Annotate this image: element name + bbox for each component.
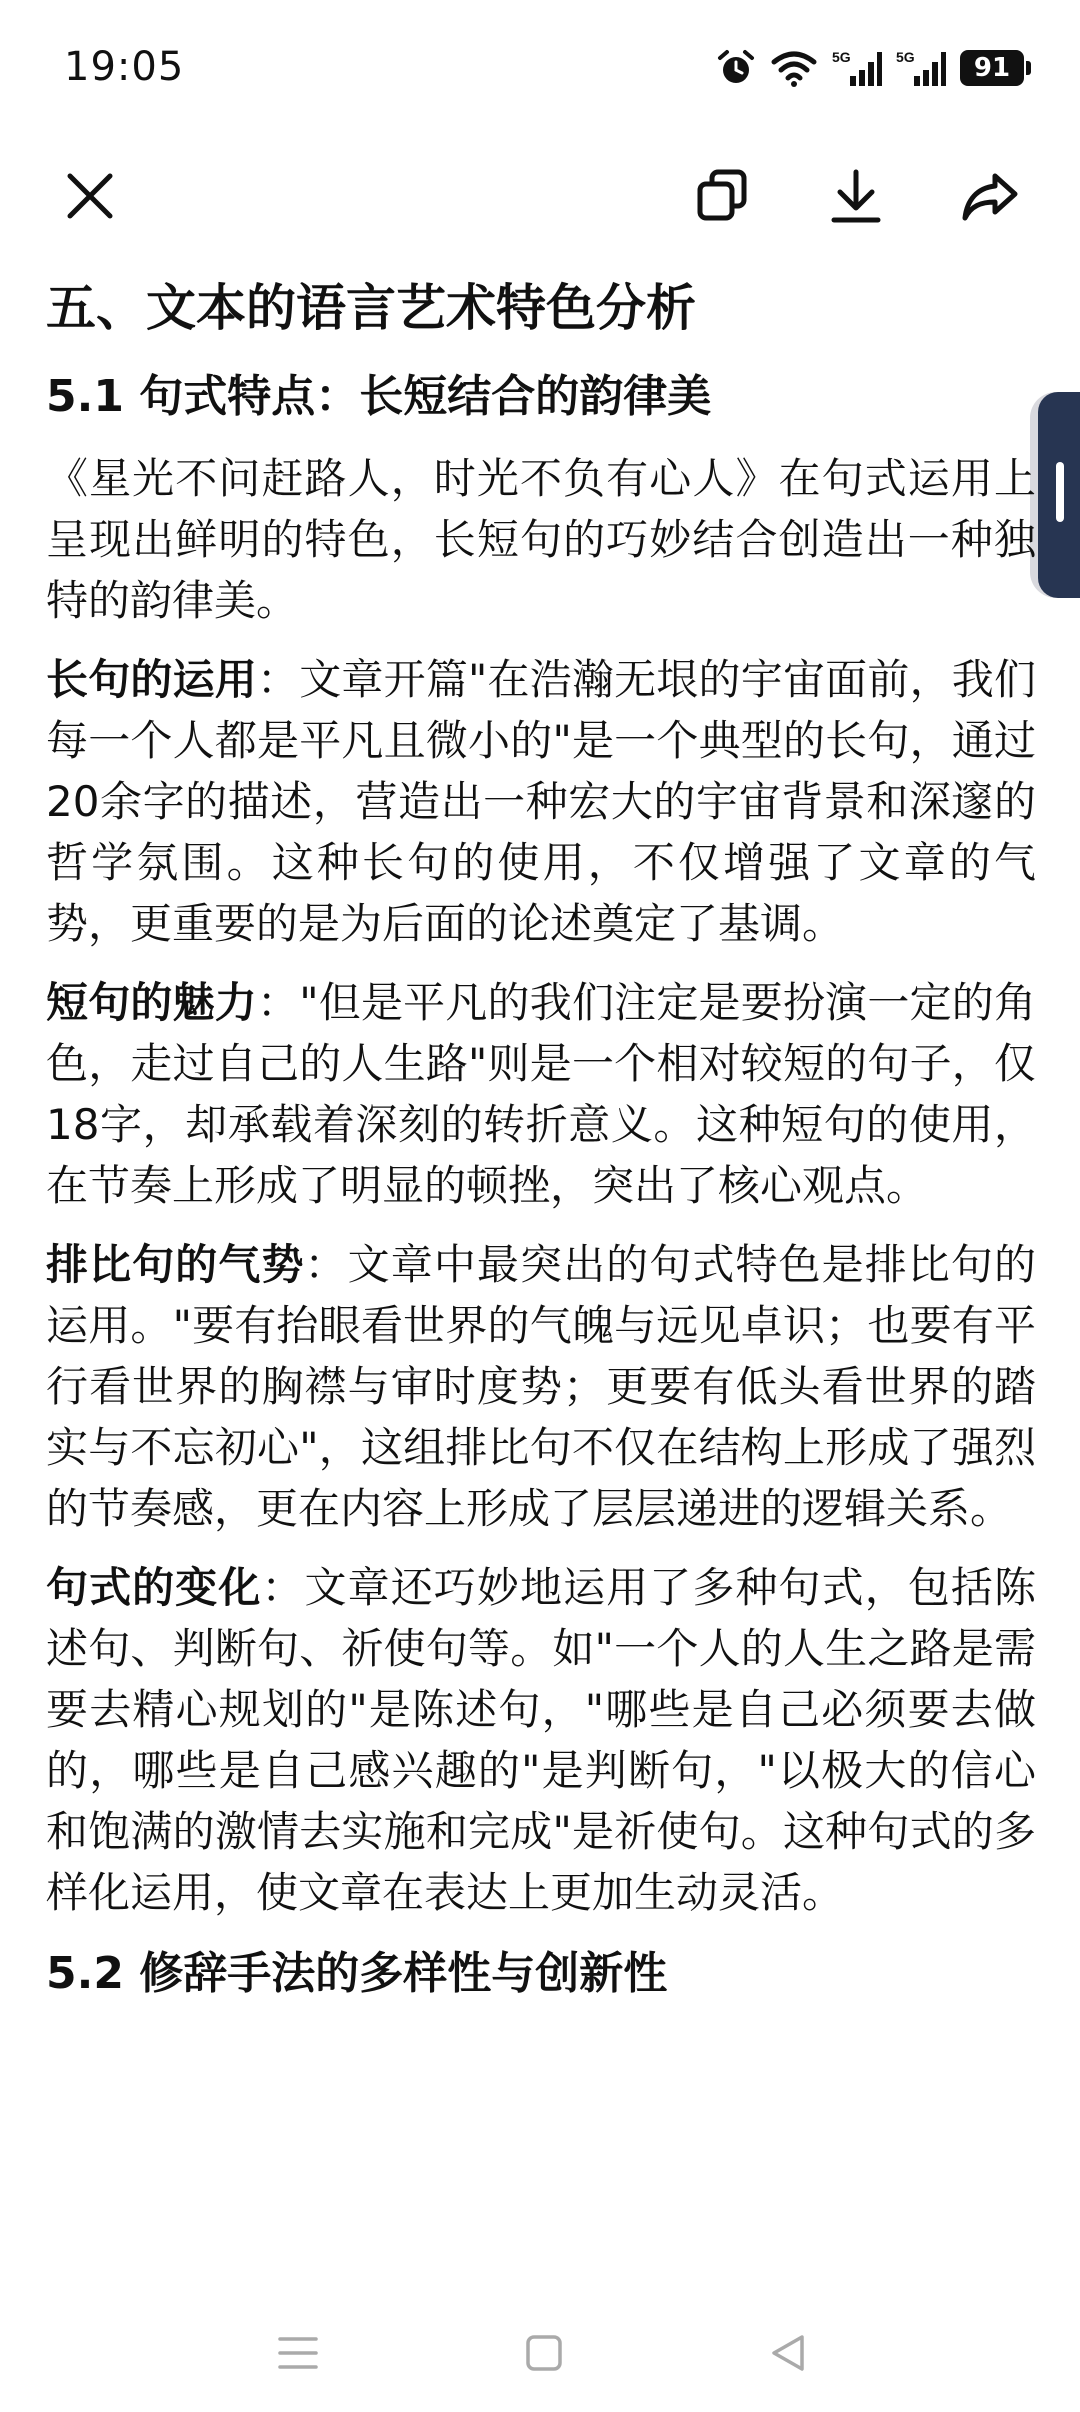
navigation-bar	[0, 2300, 1080, 2412]
menu-button[interactable]	[258, 2320, 338, 2390]
intro-paragraph: 《星光不问赶路人，时光不负有心人》在句式运用上呈现出鲜明的特色，长短句的巧妙结合创造出一种独特的韵律美。	[46, 454, 1036, 625]
share-icon[interactable]	[959, 166, 1021, 230]
battery-indicator: 91	[960, 50, 1024, 86]
download-icon[interactable]	[826, 166, 886, 230]
paragraph-text: ：文章还巧妙地运用了多种句式，包括陈述句、判断句、祈使句等。如"一个人的人生之路是需要去精心规划的"是陈述句，"哪些是自己必须要去做的，哪些是自己感兴趣的"是判断句，"以极大的信心和饱满的激情去实施和完成"是祈使句。这种句式的多样化运用，使文章在表达上更加生动灵活。	[46, 1563, 1036, 1917]
status-bar	[0, 0, 1080, 140]
status-icons	[716, 44, 1024, 92]
home-button[interactable]	[504, 2320, 584, 2390]
copy-icon[interactable]	[692, 166, 752, 230]
back-icon[interactable]	[768, 2333, 808, 2377]
download-button[interactable]	[806, 148, 906, 248]
wifi-icon	[770, 48, 818, 88]
paragraph-label: 排比句的气势	[46, 1240, 305, 1289]
document-content	[46, 260, 1036, 2025]
signal-5g-icon	[832, 48, 882, 88]
toolbar	[0, 140, 1080, 260]
paragraph-text: ：文章中最突出的句式特色是排比句的运用。"要有抬眼看世界的气魄与远见卓识；也要有平行看世界的胸襟与审时度势；更要有低头看世界的踏实与不忘初心"，这组排比句不仅在结构上形成了强烈的节奏感，更在内容上形成了层层递进的逻辑关系。	[46, 1240, 1036, 1533]
paragraph-label: 长句的运用	[46, 655, 258, 704]
scroll-handle[interactable]	[1030, 392, 1080, 598]
scroll-grip-icon[interactable]	[1056, 462, 1064, 522]
alarm-icon	[716, 48, 756, 88]
paragraph-sentence-variation	[46, 1557, 1036, 1923]
paragraph-short-sentence	[46, 972, 1036, 1216]
paragraph-parallel-sentence	[46, 1234, 1036, 1539]
subsection-title: 5.2 修辞手法的多样性与创新性	[46, 1948, 668, 1999]
home-icon[interactable]	[524, 2333, 564, 2377]
close-button[interactable]	[40, 148, 140, 248]
signal-label: 5G	[896, 49, 915, 65]
section-title: 五、文本的语言艺术特色分析	[46, 279, 696, 337]
paragraph-label: 短句的魅力	[46, 978, 258, 1027]
signal-label: 5G	[832, 49, 851, 65]
copy-button[interactable]	[672, 148, 772, 248]
menu-icon[interactable]	[276, 2333, 320, 2377]
close-icon[interactable]	[62, 168, 118, 228]
status-time: 19:05	[64, 44, 185, 90]
paragraph-text: ："但是平凡的我们注定是要扮演一定的角色，走过自己的人生路"则是一个相对较短的句子，仅18字，却承载着深刻的转折意义。这种短句的使用，在节奏上形成了明显的顿挫，突出了核心观点。	[46, 978, 1036, 1210]
paragraph-label: 句式的变化	[46, 1563, 262, 1612]
back-button[interactable]	[748, 2320, 828, 2390]
paragraph-text: ：文章开篇"在浩瀚无垠的宇宙面前，我们每一个人都是平凡且微小的"是一个典型的长句，通过20余字的描述，营造出一种宏大的宇宙背景和深邃的哲学氛围。这种长句的使用，不仅增强了文章的气势，更重要的是为后面的论述奠定了基调。	[46, 655, 1036, 948]
subsection-title: 5.1 句式特点：长短结合的韵律美	[46, 371, 712, 422]
share-button[interactable]	[940, 148, 1040, 248]
paragraph-long-sentence	[46, 649, 1036, 954]
signal-5g-icon	[896, 48, 946, 88]
